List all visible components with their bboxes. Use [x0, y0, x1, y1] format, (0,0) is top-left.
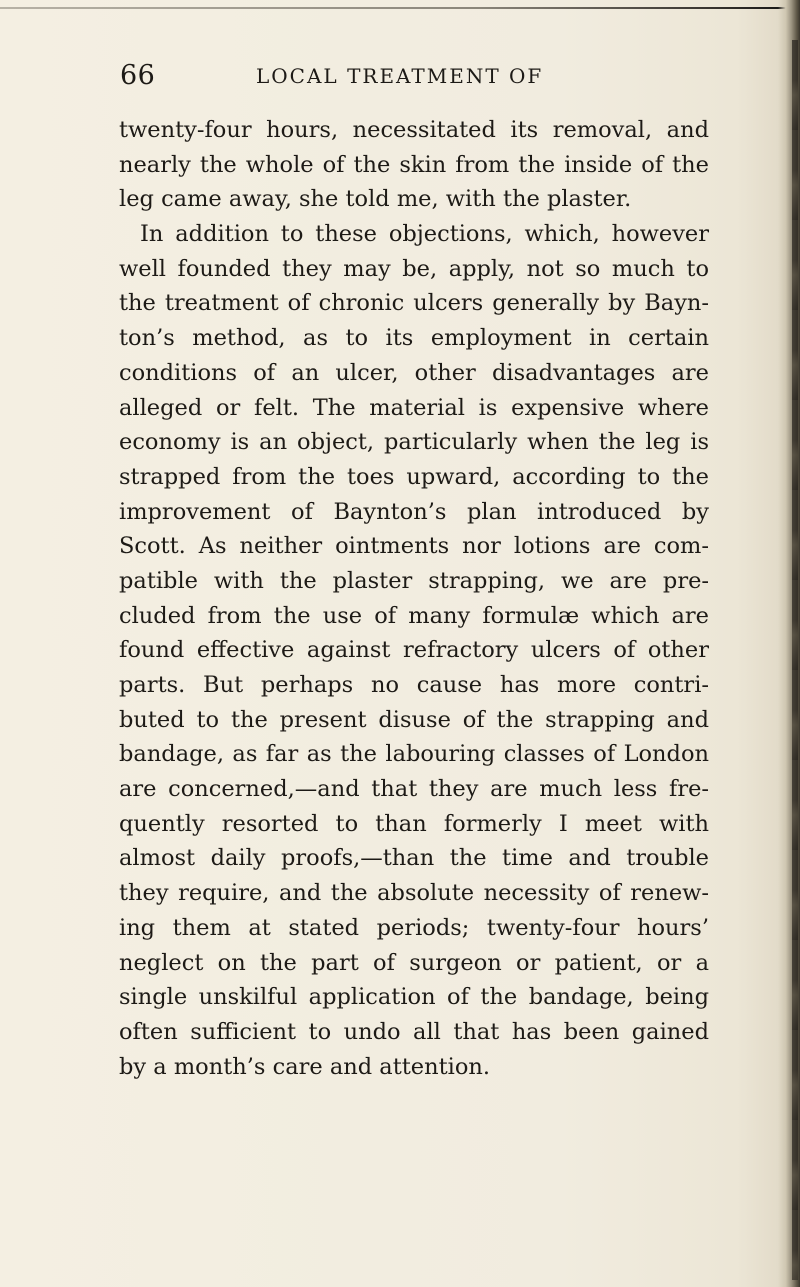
text-line: economy is an object, particularly when the leg is [119, 429, 709, 456]
text-line: neglect on the part of surgeon or patient, or a [119, 949, 709, 976]
text-line: well founded they may be, apply, not so much to [119, 255, 709, 282]
text-line: leg came away, she told me, with the plaster. [119, 186, 632, 213]
page-header [0, 60, 800, 100]
text-line: buted to the present disuse of the strapping and [119, 706, 709, 733]
text-line: they require, and the absolute necessity of renew- [119, 880, 709, 907]
text-line: patible with the plaster strapping, we are pre- [119, 567, 709, 594]
text-line: Scott. As neither ointments nor lotions are com- [119, 533, 709, 560]
text-line: are concerned,—and that they are much less fre- [119, 776, 709, 803]
top-rule [0, 7, 800, 9]
text-line: ing them at stated periods; twenty-four hours’ [119, 914, 709, 941]
text-line: alleged or felt. The material is expensive where [119, 394, 709, 421]
text-line: conditions of an ulcer, other disadvantages are [119, 359, 709, 386]
text-line: quently resorted to than formerly I meet with [119, 810, 709, 837]
text-line: almost daily proofs,—than the time and trouble [119, 845, 709, 872]
text-line: strapped from the toes upward, according to the [119, 463, 709, 490]
text-line: parts. But perhaps no cause has more contri- [119, 672, 709, 698]
text-line: by a month’s care and attention. [119, 1053, 491, 1080]
text-line: single unskilful application of the bandage, being [119, 984, 709, 1011]
text-line: nearly the whole of the skin from the inside of the [119, 151, 709, 178]
text-line: the treatment of chronic ulcers generally by Bayn- [119, 290, 709, 317]
text-line: often sufficient to undo all that has been gained [119, 1018, 709, 1045]
body-text [119, 113, 709, 1084]
text-line: improvement of Baynton’s plan introduced by [119, 498, 709, 525]
running-title: LOCAL TREATMENT OF [256, 64, 544, 88]
page-number: 66 [120, 60, 156, 91]
text-line: cluded from the use of many formulæ which are [119, 602, 709, 629]
text-line: In addition to these objections, which, however [140, 221, 709, 248]
text-line: ton’s method, as to its employment in certain [119, 325, 709, 352]
text-line: bandage, as far as the labouring classes of London [119, 741, 709, 768]
text-line: found effective against refractory ulcers of other [119, 637, 709, 664]
binding-edge [792, 40, 798, 1280]
text-line: twenty-four hours, necessitated its removal, and [119, 117, 709, 143]
